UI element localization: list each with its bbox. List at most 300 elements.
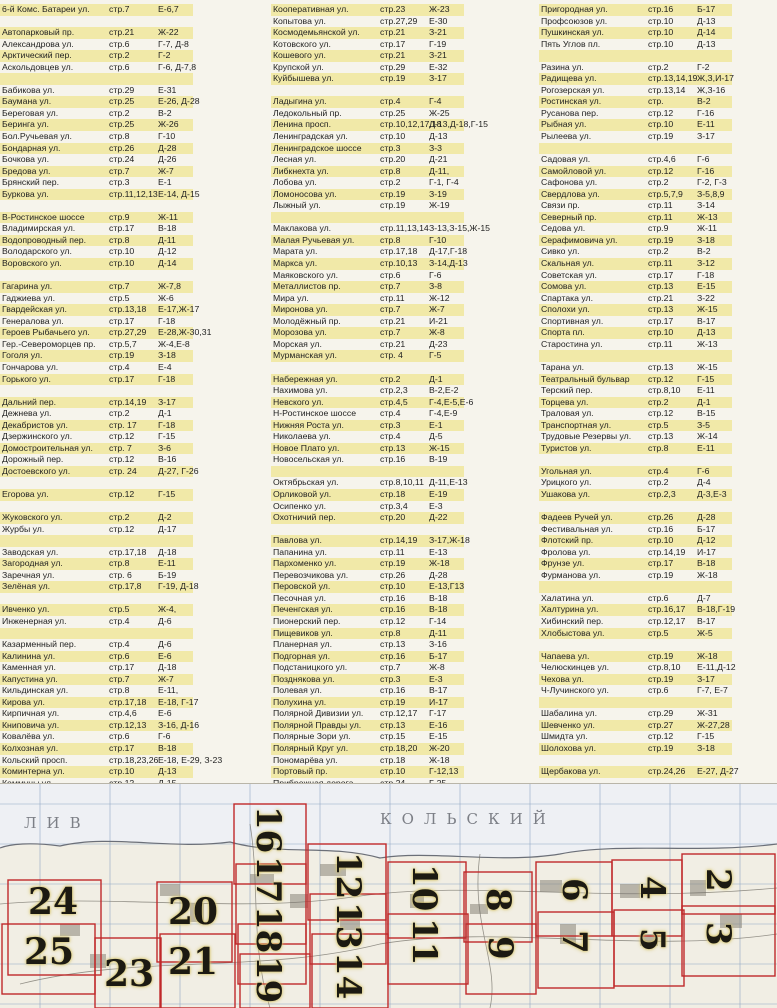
street-name: Старостина ул. [541,338,603,349]
street-name: Маяковского ул. [273,269,339,280]
page-ref: стр.13,14 [648,84,686,95]
street-name: Маркса ул. [273,258,318,269]
index-row [539,616,732,628]
page-ref: стр.17 [648,558,674,569]
index-row [0,235,193,247]
page-ref: стр.26 [648,512,674,523]
index-row [539,570,732,582]
grid-square: З-18 [697,743,715,753]
page-ref: стр.11,13,14 [380,223,429,234]
street-name: Шолохова ул. [541,743,596,753]
page-ref: стр.17 [648,269,674,280]
page-ref: стр.21 [648,292,674,303]
page-ref: стр.13 [380,639,406,650]
page-ref: стр.21 [380,50,406,61]
grid-square: Е-11 [697,119,715,130]
street-name: Береговая ул. [2,107,59,118]
grid-square: Е-6 [158,708,172,719]
index-row [539,131,732,143]
index-row [0,61,197,74]
page-ref: стр.3,4 [380,500,408,511]
index-row [271,235,464,247]
index-row [271,189,464,201]
grid-square: Е-32 [429,61,448,72]
index-row [539,662,736,674]
index-row [271,339,464,351]
street-name: Беринга ул. [2,119,49,130]
grid-square: Д-6 [158,639,172,650]
grid-square: Е-11 [158,558,176,569]
sheet-7[interactable]: 7 [554,930,594,954]
page-ref: стр.2 [109,408,130,419]
page-ref: стр. 24 [109,465,137,476]
sheet-4[interactable]: 4 [632,876,672,900]
grid-square: Г-16 [697,165,715,176]
index-row [0,304,200,316]
index-row [271,697,464,709]
grid-square: Ж-11 [697,223,717,234]
page-ref: стр.10 [648,38,674,49]
index-row [271,350,464,362]
page-ref: стр.7 [109,4,130,14]
page-ref: стр.12 [109,488,135,499]
index-row [539,166,732,178]
sheet-3[interactable]: 3 [698,922,738,946]
street-name: Декабристов ул. [2,419,68,430]
index-row [271,628,464,640]
page-ref: стр. [648,96,664,107]
index-row [0,581,199,593]
grid-square: Д-22 [429,512,448,523]
page-ref: стр.12,13 [109,719,147,730]
street-name: Хибинский пер. [541,615,604,626]
index-row [0,96,200,108]
grid-square: Г-10 [158,131,176,142]
sheet-25[interactable]: 25 [24,931,75,973]
page-ref: стр.8,10 [648,385,681,396]
index-row [0,374,193,386]
sheet-6[interactable]: 6 [554,878,594,902]
grid-square: Г-18 [697,269,715,280]
street-name: Металлистов пр. [273,281,341,292]
page-ref: стр.17,18 [380,246,418,257]
page-ref: стр.7 [380,662,401,673]
index-row [539,766,739,778]
street-name: Торцева ул. [541,396,589,407]
page-ref: стр.12,17 [380,708,418,719]
page-ref: стр.6 [109,61,130,72]
sheet-11[interactable]: 11 [404,918,444,966]
page-ref: стр.2 [380,177,401,188]
page-ref: стр. 7 [109,442,132,453]
index-row [0,639,193,651]
street-name: Поздняковa ул. [273,673,335,684]
index-row [271,558,464,570]
grid-square: Е-13 [429,546,448,557]
street-name: Инженерная ул. [2,615,67,626]
page-ref: стр.17 [109,223,135,234]
index-row [271,604,464,616]
page-ref: стр.14,19 [380,535,418,546]
index-row [0,719,200,732]
sheet-12[interactable]: 12 [328,852,368,900]
index-row [271,62,464,74]
street-name: Космодемьянской ул. [273,27,360,38]
page-ref: стр.18 [380,754,406,765]
page-ref: стр.2,3 [380,385,408,396]
index-row [539,385,732,397]
grid-square: И-21 [429,315,448,326]
index-row [539,674,732,686]
index-row [271,708,464,720]
sheet-17[interactable]: 17 [248,856,288,904]
grid-square: Г-19, Д-18 [158,581,199,592]
grid-square: Ж-25 [429,107,450,118]
index-row [0,465,199,478]
grid-square: Е-11 [697,442,715,453]
grid-square: З-12 [697,258,715,269]
street-name: Свердлова ул. [541,188,600,199]
street-name: Охотничий пер. [273,512,336,523]
index-row [539,177,732,189]
grid-square: Д-13 [158,766,177,777]
street-name: Александрова ул. [2,38,74,49]
page-ref: стр.16 [648,4,674,14]
index-row [539,362,732,374]
street-name: Крупской ул. [273,61,324,72]
grid-square: Ж-15 [697,304,718,315]
grid-square: З-19 [429,188,447,199]
page-ref: стр.5 [109,292,130,303]
grid-square: Д-4 [697,477,711,488]
sea-label-left: ЛИВ [24,814,91,832]
grid-square: Е-18, Г-17 [158,696,199,707]
street-name: Шмидта ул. [541,731,588,742]
page-ref: стр.3 [109,177,130,188]
grid-square: Ж-7 [158,673,174,684]
page-ref: стр.13 [648,304,674,315]
street-name: Профсоюзов ул. [541,15,608,26]
street-name: Новое Плато ул. [273,442,340,453]
grid-square: Г-6 [697,465,710,476]
page-ref: стр. 6 [109,569,132,580]
index-row [539,524,732,536]
street-name: Связи пр. [541,200,580,211]
index-row [0,731,193,743]
page-ref: стр.10 [109,246,135,257]
page-ref: стр.6 [648,685,669,696]
page-ref: стр.4 [380,96,401,107]
street-name: Мурманская ул. [273,350,337,361]
page-ref: стр.20 [380,154,406,165]
grid-square: Ж-31 [697,708,718,719]
street-name: Скальная ул. [541,258,595,269]
index-row [0,4,193,16]
street-name: Полярные Зори ул. [273,731,351,742]
index-row [539,477,732,489]
page-ref: стр.7 [109,165,130,176]
street-name: Воровского ул. [2,258,62,269]
page-ref: стр.8 [380,627,401,638]
index-row [0,743,193,755]
grid-square: Ж-27,28 [697,719,730,730]
sheet-9[interactable]: 9 [480,936,520,960]
street-name: Книповича ул. [2,719,60,730]
index-row [0,27,193,39]
grid-square: Г-18 [158,315,176,326]
grid-square: З-5,8,9 [697,188,725,199]
page-ref: стр.20 [380,512,406,523]
street-name: Н-Ростинское шоссе [273,408,357,419]
sheet-23[interactable]: 23 [104,953,155,995]
page-ref: стр.12 [648,408,674,419]
page-ref: стр.4,5 [380,396,408,407]
sheet-20[interactable]: 20 [168,891,219,933]
page-ref: стр.4 [380,431,401,442]
page-ref: стр.3 [380,419,401,430]
page-ref: стр.4,6 [109,708,137,719]
grid-square: З-16 [429,639,447,650]
grid-square: Е-1 [429,419,443,430]
index-row [0,281,193,293]
street-name: Новосельская ул. [273,454,344,465]
index-row [539,593,732,605]
index-row [271,512,464,524]
page-ref: стр.15 [380,731,406,742]
page-ref: стр.19 [380,73,406,84]
grid-square: Д-28 [697,512,716,523]
index-row [539,720,732,732]
page-ref: стр.9 [109,211,130,222]
grid-square: Ж-13 [697,211,718,222]
page-ref: стр.17,18 [109,696,147,707]
grid-square: Ж-4, [158,604,177,615]
grid-square: Ж-4,Е-8 [158,338,190,349]
index-row [0,477,193,489]
page-ref: стр.18,20 [380,743,418,753]
grid-square: Г-10 [429,234,447,245]
street-name: Журбы ул. [2,523,45,534]
index-row [0,604,193,616]
grid-square: В-19 [429,454,448,465]
page-ref: стр.10,12,17,18 [380,119,442,130]
page-ref: стр.10 [380,581,406,592]
sheet-2[interactable]: 2 [698,868,738,892]
grid-square: Г-17 [429,708,447,719]
street-name: Кооперативная ул. [273,4,349,14]
grid-square: Е-3 [429,673,443,684]
grid-square: Г-12,13 [429,766,459,777]
street-name: Володарского ул. [2,246,72,257]
index-row [0,362,193,374]
grid-square: Е-11 [697,385,715,396]
street-name: Кильдинская ул. [2,685,69,696]
index-row [0,408,193,420]
grid-square: З-17 [158,396,176,407]
page-ref: стр.10 [380,131,406,142]
page-ref: стр.12 [648,373,674,384]
page-ref: стр.21 [380,315,406,326]
street-name: Полухина ул. [273,696,327,707]
index-row [0,385,193,397]
grid-square: Г-2 [158,50,171,61]
grid-square: Ж-15 [697,361,718,372]
grid-square: Г-6 [697,154,710,165]
grid-square: Е-18, Е-29, З-23 [158,754,223,765]
index-row [271,96,464,108]
grid-square: Д-6 [158,615,172,626]
grid-square: В-2,Е-2 [429,385,459,396]
grid-square: З-5 [697,419,710,430]
index-row [271,85,464,97]
page-ref: стр.4,6 [648,154,676,165]
index-row [0,119,193,131]
index-row [0,454,193,466]
page-ref: стр.18 [380,488,406,499]
index-row [539,501,732,513]
grid-square: Д-13 [429,131,448,142]
page-ref: стр.2 [648,396,669,407]
street-name: Полярный Круг ул. [273,743,349,753]
index-row [539,85,732,97]
grid-square: Д-3,Е-3 [697,488,727,499]
index-row [539,16,732,28]
index-row [271,4,464,16]
index-row [271,489,464,501]
street-name: Казарменный пер. [2,639,77,650]
grid-square: Г-6, Д-7,8 [158,61,197,72]
grid-square: Д-14 [697,27,716,38]
page-ref: стр.12 [380,615,406,626]
street-name: Хлобыстова ул. [541,627,605,638]
index-row [0,431,193,443]
grid-square: З-13,З-15,Ж-15 [429,223,491,234]
sheet-18[interactable]: 18 [248,906,288,954]
street-name: Траловая ул. [541,408,594,419]
index-column-3 [539,4,739,801]
index-row [539,39,732,51]
sheet-21[interactable]: 21 [168,941,219,983]
street-name: Шевченко ул. [541,719,595,730]
page-ref: стр.6 [109,38,130,49]
page-ref: стр.11 [648,211,673,222]
street-name: Арктический пер. [2,50,72,61]
index-column-1 [0,4,223,801]
index-row [271,246,468,258]
street-name: Планерная ул. [273,639,332,650]
grid-square: И-17 [697,546,716,557]
page-ref: стр.25 [380,107,406,118]
grid-square: В-18,Г-19 [697,604,736,615]
street-name: Пархоменко ул. [273,558,337,569]
grid-square: Д-11,Е-13 [429,477,468,488]
index-row [539,639,732,651]
street-name: Набережная ул. [273,373,338,384]
page-ref: стр.7 [109,673,130,684]
page-ref: стр.12 [109,431,135,442]
index-row [539,200,732,212]
sheet-5[interactable]: 5 [632,928,672,952]
grid-square: Д-1 [429,373,443,384]
index-row [0,766,193,778]
index-row [271,454,464,466]
street-name: Подгорная ул. [273,650,330,661]
index-row [271,535,470,547]
page-ref: стр.2 [109,107,130,118]
index-row [539,731,732,743]
street-name: Куйбышева ул. [273,73,334,84]
street-name: Радищева ул. [541,73,597,84]
page-ref: стр.8,10 [648,662,681,673]
street-name: Заречная ул. [2,569,55,580]
grid-square: Д-5 [429,431,443,442]
street-name: Сивко ул. [541,246,580,257]
street-name: Полевая ул. [273,685,322,696]
page-ref: стр.17,18 [109,546,147,557]
page-ref: стр.9 [648,223,669,234]
street-name: Театральный бульвар [541,373,630,384]
page-ref: стр.26 [109,142,135,153]
grid-square: Г-6 [158,731,171,742]
sheet-16[interactable]: 16 [248,806,288,854]
street-name: Брянский пер. [2,177,59,188]
sheet-10[interactable]: 10 [404,864,444,912]
page-ref: стр.17,8 [109,581,142,592]
street-name: Рылеева ул. [541,131,592,142]
page-ref: стр.13 [380,719,406,730]
grid-square: Д-28 [429,569,448,580]
sheet-14[interactable]: 14 [328,952,368,1000]
index-row [539,604,736,616]
grid-square: Д-21 [429,154,448,165]
index-row [271,616,464,628]
street-name: Полярной Правды ул. [273,719,362,730]
grid-square: Ж-13 [697,338,718,349]
page-ref: стр.12 [648,107,674,118]
street-name: Челюскинцев ул. [541,662,610,673]
grid-square: Е-11, [158,685,179,696]
index-row [271,743,464,755]
page-ref: стр.8 [109,234,130,245]
grid-square: Ж-18 [429,558,450,569]
page-ref: стр.5 [648,627,669,638]
index-row [539,50,732,62]
index-row [0,570,193,582]
grid-square: Е-6 [158,650,172,661]
street-name: Гер.-Североморцев пр. [2,338,96,349]
grid-square: Ж-11 [158,211,178,222]
index-row [0,350,193,362]
street-name: Ивченко ул. [2,604,50,615]
sheet-13[interactable]: 13 [328,902,368,950]
index-row [271,766,464,778]
index-row [271,293,464,305]
street-name: Морская ул. [273,338,322,349]
index-row [271,131,464,143]
page-ref: стр.19 [109,350,135,361]
grid-square: Г-16 [697,107,715,118]
street-name: Кошевого ул. [273,50,326,61]
sheet-19[interactable]: 19 [248,956,288,1004]
street-name: Трудовые Резервы ул. [541,431,632,442]
grid-square: Б-17 [697,4,716,14]
index-row [271,501,464,513]
street-name: Песочная ул. [273,592,327,603]
grid-square: Д-1 [158,408,172,419]
sheet-8[interactable]: 8 [478,888,518,912]
sheet-24[interactable]: 24 [28,881,79,923]
street-name: Халатина ул. [541,592,594,603]
